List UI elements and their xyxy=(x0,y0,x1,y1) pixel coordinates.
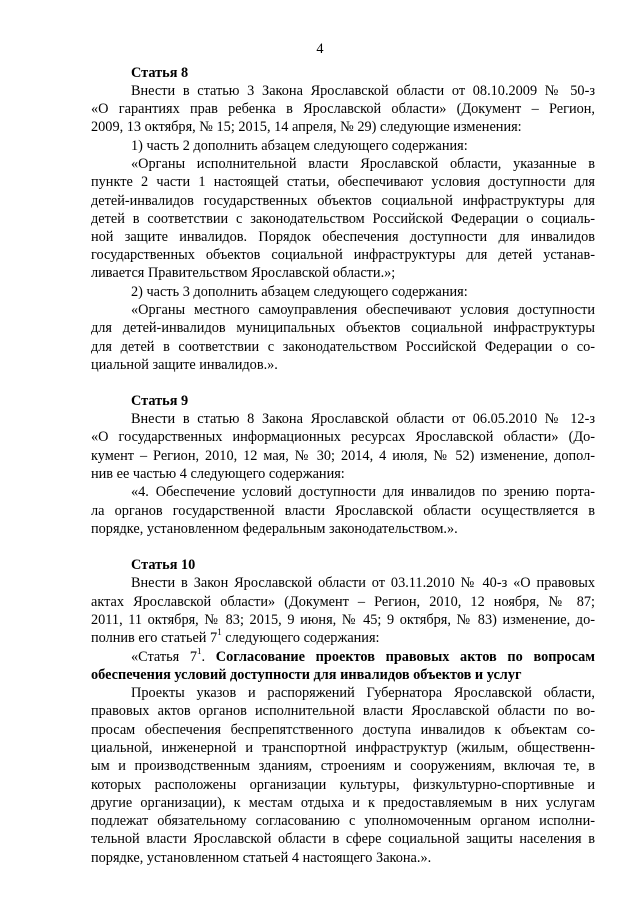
superscript: 1 xyxy=(197,648,202,657)
article-8-line: 1) часть 2 дополнить абзацем следующего содержания: xyxy=(131,138,468,154)
article-10-line: другие организации), к местам отдыха и к предоставляемым в них услугам xyxy=(91,795,595,811)
article-10-line: просам обеспечения беспрепятственного доступа инвалидов к объектам со- xyxy=(91,722,595,738)
article-10-line: Внести в Закон Ярославской области от 03.11.2010 № 40-з «О правовых xyxy=(131,575,595,591)
text-fragment: . xyxy=(201,649,216,665)
article-10-line: правовых актов органов исполнительной власти Ярославской области по во- xyxy=(91,703,595,719)
article-10-line: 2011, 11 октября, № 83; 2015, 9 июня, № 45; 9 октября, № 83) изменение, до- xyxy=(91,612,595,628)
article-9-line: нив ее частью 4 следующего содержания: xyxy=(91,466,345,482)
article-8-line: ной защите инвалидов. Порядок обеспечения доступности для инвалидов xyxy=(91,229,595,245)
article-8-line: «О гарантиях прав ребенка в Ярославской области» (Документ – Регион, xyxy=(91,101,595,117)
text-fragment: «Статья 7 xyxy=(131,649,198,665)
article-10-line: актах Ярославской области» (Документ – Регион, 2010, 12 ноября, № 87; xyxy=(91,594,595,610)
article-10-heading: Статья 10 xyxy=(131,557,196,573)
article-9-line: ла органов государственной власти Ярославской области осуществляется в xyxy=(91,503,595,519)
article-8-line: пункте 2 части 1 настоящей статьи, обеспечивают условия доступности для xyxy=(91,174,595,190)
article-9-line: «4. Обеспечение условий доступности для инвалидов по зрению порта- xyxy=(131,484,595,500)
article-10-line: ым и производственным зданиям, строениям и сооружениям, включая те, в xyxy=(91,758,595,774)
article-8-line: государственных объектов социальной инфраструктуры для детей устанав- xyxy=(91,247,595,263)
article-7-1-title: Согласование проектов правовых актов по вопросам xyxy=(215,649,595,665)
article-10-line: циальной, инженерной и транспортной инфраструктур (жилым, общественн- xyxy=(91,740,595,756)
article-8-heading: Статья 8 xyxy=(131,65,189,81)
article-9-line: Внести в статью 8 Закона Ярославской области от 06.05.2010 № 12-з xyxy=(131,411,595,427)
article-8-line: для детей в соответствии с законодательством Российской Федерации о со- xyxy=(91,339,595,355)
article-10-line: порядке, установленном статьей 4 настоящего Закона.». xyxy=(91,850,432,866)
article-8-line: 2009, 13 октября, № 15; 2015, 14 апреля, № 29) следующие изменения: xyxy=(91,119,522,135)
article-9-line: кумент – Регион, 2010, 12 мая, № 30; 2014, 4 июля, № 52) изменение, допол- xyxy=(91,448,595,464)
article-8-line: детей-инвалидов государственных объектов социальной инфраструктуры для xyxy=(91,193,595,209)
article-10-line: Проекты указов и распоряжений Губернатора Ярославской области, xyxy=(131,685,595,701)
article-10-line: тельной власти Ярославской области в сфере социальной защиты населения в xyxy=(91,831,595,847)
article-8-line: детей в соответствии с законодательством Российской Федерации о социаль- xyxy=(91,211,595,227)
article-9-heading: Статья 9 xyxy=(131,393,189,409)
article-8-line: «Органы исполнительной власти Ярославской области, указанные в xyxy=(131,156,595,172)
page-number: 4 xyxy=(316,41,324,57)
article-10-line xyxy=(131,648,595,666)
article-10-line xyxy=(91,629,595,647)
superscript: 1 xyxy=(217,627,222,638)
article-10-line: которых расположены организации культуры, физкультурно-спортивные и xyxy=(91,777,595,793)
article-8-line: ливается Правительством Ярославской области.»; xyxy=(91,265,396,281)
text-fragment: следующего содержания: xyxy=(221,630,380,646)
article-9-line: «О государственных информационных ресурсах Ярославской области» (До- xyxy=(91,429,595,445)
article-8-line: циальной защите инвалидов.». xyxy=(91,357,278,373)
text-fragment: полнив его статьей 7 xyxy=(91,630,218,646)
article-9-line: порядке, установленном федеральным законодательством.». xyxy=(91,521,458,537)
article-8-line: Внести в статью 3 Закона Ярославской области от 08.10.2009 № 50-з xyxy=(131,83,595,99)
article-8-line: для детей-инвалидов муниципальных объектов социальной инфраструктуры xyxy=(91,320,595,336)
article-8-line: 2) часть 3 дополнить абзацем следующего содержания: xyxy=(131,284,468,300)
article-7-1-title-cont: обеспечения условий доступности для инвалидов объектов и услуг xyxy=(91,667,522,683)
article-10-line: подлежат обязательному согласованию с уполномоченным органом исполни- xyxy=(91,813,595,829)
article-8-line: «Органы местного самоуправления обеспечивают условия доступности xyxy=(131,302,595,318)
